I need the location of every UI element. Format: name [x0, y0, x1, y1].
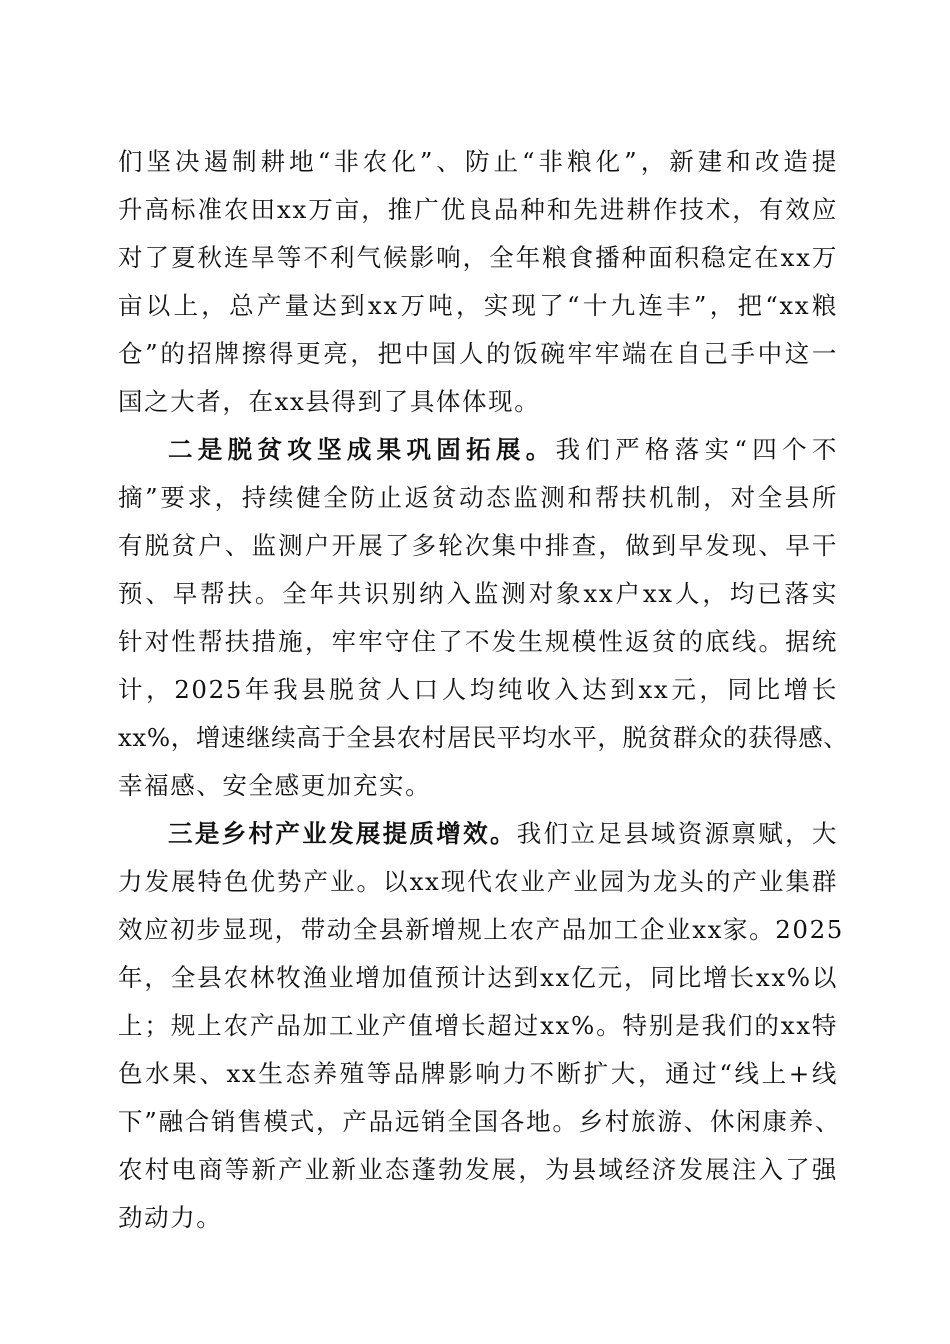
para2-line-3: 有脱贫户、监测户开展了多轮次集中排查，做到早发现、早干	[118, 531, 838, 560]
para1-line-4: 亩以上，总产量达到xx万吨，实现了“十九连丰”，把“xx粮	[118, 291, 838, 320]
para3-line-9: 劲动力。	[118, 1203, 223, 1232]
para3-line-8: 农村电商等新产业新业态蓬勃发展，为县域经济发展注入了强	[118, 1155, 838, 1184]
para3-heading: 三是乡村产业发展提质增效。	[168, 819, 517, 848]
para1-line-5: 仓”的招牌擦得更亮，把中国人的饭碗牢牢端在自己手中这一	[118, 339, 838, 368]
para2-line-1-rest: 我们严格落实“四个不	[555, 435, 838, 464]
para1-line-1: 们坚决遏制耕地“非农化”、防止“非粮化”，新建和改造提	[118, 147, 838, 176]
para3-line-4: 年，全县农林牧渔业增加值预计达到xx亿元，同比增长xx%以	[118, 963, 838, 992]
para3-line-6: 色水果、xx生态养殖等品牌影响力不断扩大，通过“线上+线	[118, 1059, 838, 1088]
para2-line-8: 幸福感、安全感更加充实。	[118, 771, 432, 800]
para2-line-1	[168, 431, 838, 469]
para2-heading: 二是脱贫攻坚成果巩固拓展。	[168, 435, 556, 464]
para3-line-2: 力发展特色优势产业。以xx现代农业产业园为龙头的产业集群	[118, 867, 838, 896]
para3-line-1-rest: 我们立足县域资源禀赋，大	[516, 819, 838, 848]
para3-line-5: 上；规上农产品加工业产值增长超过xx%。特别是我们的xx特	[118, 1011, 838, 1040]
para2-line-4: 预、早帮扶。全年共识别纳入监测对象xx户xx人，均已落实	[118, 579, 838, 608]
para3-line-3: 效应初步显现，带动全县新增规上农产品加工企业xx家。2025	[118, 915, 844, 944]
para1-line-3: 对了夏秋连旱等不利气候影响，全年粮食播种面积稳定在xx万	[118, 243, 838, 272]
para3-line-1	[168, 815, 838, 853]
para1-line-2: 升高标准农田xx万亩，推广优良品种和先进耕作技术，有效应	[118, 195, 838, 224]
para3-line-7: 下”融合销售模式，产品远销全国各地。乡村旅游、休闲康养、	[118, 1107, 840, 1136]
para1-line-6: 国之大者，在xx县得到了具体体现。	[118, 387, 541, 416]
para2-line-6: 计，2025年我县脱贫人口人均纯收入达到xx元，同比增长	[118, 675, 838, 704]
para2-line-5: 针对性帮扶措施，牢牢守住了不发生规模性返贫的底线。据统	[118, 627, 838, 656]
para2-line-7: xx%，增速继续高于全县农村居民平均水平，脱贫群众的获得感、	[118, 723, 849, 752]
para2-line-2: 摘”要求，持续健全防止返贫动态监测和帮扶机制，对全县所	[118, 483, 838, 512]
